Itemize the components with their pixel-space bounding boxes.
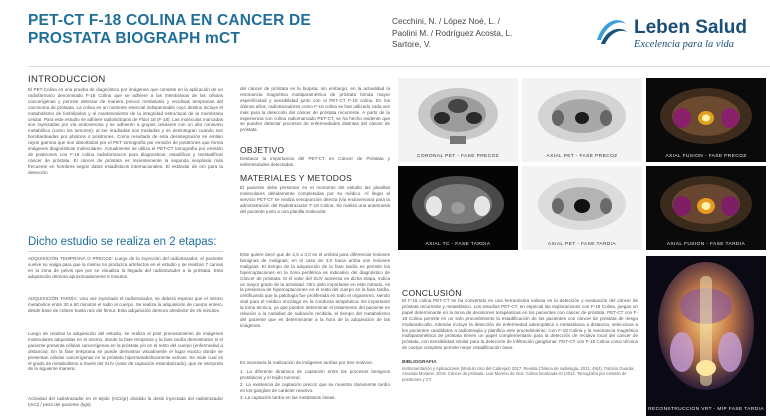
conclusion-heading: CONCLUSIÓN — [402, 288, 462, 298]
scan-label: AXIAL FUSION - FASE TARDIA — [666, 242, 746, 247]
authors-line: Cecchini, N. / López Noé, L. / — [392, 16, 500, 26]
authors-block — [392, 16, 562, 51]
scan-label: AXIAL PET - FASE TARDIA — [547, 242, 617, 247]
scan-label: AXIAL TC - FASE TARDIA — [425, 242, 491, 247]
bibliography — [402, 360, 638, 382]
logo-tagline: Excelencia para la vida — [634, 39, 735, 50]
objective-text: Destacar la importancia del PET-CT en Cáncer de Próstata y enfermedades detectadas. — [240, 156, 390, 167]
intro-heading: INTRODUCCION — [28, 74, 106, 85]
post-processing-text: Luego de realizar la adquisición del estudio, se realiza el post procesamiento de imágenes moleculares adquiridas en el mismo, donde la fase temprana y la fase tardía demostrarán si el paciente presenta células cancerígenas en la próstata y/o en el resto del cuerpo (enfermedad a distancia). En la fase temprana se puede demostrar visualmente el lugar exacto donde se presentan células cancerígenas en la próstata hipermetabólicamente activas. Se mide cual es el grado de metabolismo a través del SUV (valor de captación estandarizado), que se interpreta de la siguiente manera: — [28, 331, 223, 372]
stages-heading: Dicho estudio se realiza en 2 etapas: — [28, 236, 217, 248]
poster-title: PET-CT F-18 COLINA EN CANCER DE PROSTATA BIOGRAPH mCT — [28, 12, 311, 47]
authors-line: Sartore, V. — [392, 39, 431, 49]
biopsy-text: del cáncer de próstata es la biopsia; sin embargo, en la actualidad la resonancia magnética multiparamétrica de próstata brinda mayor especificidad y sensibilidad junto con el PET-CT F-18 colina. En los últimos años, radiotrazadores como F-18 colina se han utilizado cada vez más para la detección del cáncer de próstata recurrente. A partir de la experiencia con colina radiomarcado PET-CT, se ha hecho evidente que se pueden detectar procesos de enfermedades distintas del cáncer de próstata. — [240, 86, 390, 133]
scan-axial-pet-early — [522, 78, 642, 162]
logo-name: Leben Salud — [634, 17, 747, 38]
poster-header — [0, 0, 770, 66]
logo-text — [634, 18, 747, 51]
stage-early-text: ADQUISICIÓN TEMPRANA O PRECOZ: Luego de la inyección del radiotrazador, el paciente vuelve su vejiga para que la misma no produzca artefactos en el estudio y se realizan 7 camas en la zona de pelvis que por se visualiza la llegada del radiotrazador a la próstata. Esta adquisición demora aproximadamente 5 minutos. — [28, 256, 223, 279]
suv-explanation-text: Este quiere decir que de 2,5 a 3,0 es el umbral para diferenciar lesiones benignas de malignas; en el caso de 3,0 hacia arriba son lesiones malignas. El tiempo de la adquisición de la fase tardía es permitir los hipercaptaciones en la zona periférica es indicativo del diagnóstico de Cáncer de próstata. Si el valor del SUV aumenta en dicha etapa, indica un mayor grado de la actividad. Otro dato importante en este método, es la presencia de hipercaptaciones en el resto del cuerpo en la fase tardía, certificando que la patología fue proliferada en todo el organismo, siendo vital para el médico oncólogo en la conducta terapéutica. Es importante la toma técnica, ya que pueden determinar el tratamiento del paciente en relación a la cantidad de radiación recibida, el tiempo del metabolismo del paciente que es determinante a la hora de la adquisición de las imágenes. — [240, 252, 390, 328]
bibliography-text: Instrumentación y Aplicaciones (Modulo Uno del Cabrejas) 2017. Revista Chilena de radiología. 2021; 48(4). Patricio Guarda, Amanda Moraine. 2019. Cáncer de próstata. Luis Moreno de Oca. Colina localizada-Sí (2014. Tomografía por emisión de positrones y CT. — [402, 365, 635, 382]
scan-label: AXIAL PET - FASE PRECOZ — [546, 154, 618, 159]
scan-label: AXIAL FUSION - FASE PRECOZ — [665, 154, 747, 159]
scan-axial-fusion-late — [646, 166, 766, 250]
methods-heading: MATERIALES Y METODOS — [240, 173, 353, 183]
methods-text: El paciente debe presentar en el momento del estudio las planillas moleculares debidamente completadas por su médico. Al llegar al servicio PET-CT se realiza venopunción directa (vía endovenosa) para la administración del Radiotrazador F-18 Colina. Se realiza una anamnesis del paciente junto a una planilla molecular. — [240, 185, 390, 214]
scan-label: RECONSTRUCCION VRT - MIP FASE TARDIA — [648, 407, 764, 412]
scan-coronal-pet-early — [398, 78, 518, 162]
late-images-intro: Es necesaria la realización de imágenes tardías por tres motivos: — [240, 360, 373, 365]
scan-vrt-mip-late — [646, 256, 766, 416]
objective-heading: OBJETIVO — [240, 145, 285, 155]
header-divider — [28, 66, 770, 67]
leben-wave-logo-icon — [593, 10, 629, 50]
intro-text: El PET-Colina es una prueba de diagnóstico por imágenes que consiste en la aplicación de un radiofármaco denominado F-18 Colina que se adhiere a las membranas de las células cancerígenas y permite detectar de manera precoz metástasis y recidivas tempranas del carcinoma de próstata. La colina es un nutriente esencial indispensable cuyo destino incluye el metabolismo de fosfolípidos y el mantenimiento de la integridad estructural de la membrana celular. Para este estudio se adhiere radioisótopos de Flúor 18 (F-18). Las moléculas marcadas son inyectadas por vía endovenosa y se adhieren a grupos celulares con un alto consumo metabólico (como los tumores); al ser irradiadas son trasladas y se desintegran cuando son bombardeadas por photons o positrones. Como resultado de esta desintegración se emiten rayos gamma que son absorbidos por el PET tomografía por emisión de positrones que forma imágenes diagnósticas moleculares. Actualmente se utiliza el PET-CT tomografía por emisión de positrones con F-18 colina radiofarmacos para diagnosticar, estadificar y reestadificar cáncer de próstata. El cáncer de próstata es recientemente la segunda neoplasia más frecuente en hombres según datos estadísticos internacionales. El estándar de oro para la detección — [28, 87, 223, 175]
suv-formula-text: Actividad del radiotrazador en el tejido (mCi/gr) dividido la dosis inyectada del radiotrazador (mCi) / peso del paciente (kgs). — [28, 396, 223, 407]
conclusion-text: El F-18 colina PET-CT se ha convertido en una herramienta valiosa en la detección y evaluación del cáncer de próstata recurrente y metastásico. Los estudios PET-CT, en especial las exploraciones con F-18 Colina, juegan un papel determinante en la toma de decisiones terapéuticas en los pacientes con cáncer de próstata. PET-CT con F-18 Colina permite en un solo procedimiento la estadificación de los pacientes con cáncer de próstata de riesgo moderado-alto. Además incluye la detección de enfermedad adenopática o metastásica a distancia, selecciona a los pacientes candidatos a radioterapia y planifica este procedimiento. Con F-18 Colina y la resonancia magnética multiparamétrica de próstata tienen un papel complementario para la detección de recidiva local del cáncer de próstata, con sensibilidad similar para la detección de infiltración ganglionar. PET-CT con F-18 Colina como técnica de cuerpo completo permite mejor estadificación ósea. — [402, 298, 638, 351]
bibliography-heading: BIBLIOGRAFIA — [402, 360, 437, 365]
authors-line: Paolini M. / Rodríguez Acosta, L. — [392, 27, 513, 38]
scan-axial-ct-late — [398, 166, 518, 250]
stages-underline — [28, 251, 223, 252]
stage-late-text: ADQUISICIÓN TARDÍA: Una vez inyectado el radiotrazador, se deberá esperar que el mismo metabolice entre 30 a 60 minutos el radio al cuerpo. Se realiza la adquisición de cuerpo entero, desde base de cráneo hasta raíz del fémur. Esta adquisición demora alrededor de 25 minutos. — [28, 296, 223, 313]
scan-label: CORONAL PET - FASE PRECOZ — [417, 154, 499, 159]
reason-item-2: 2. La existencia de captación precoz que se muestra claramente tardío en los ganglios de carácter reactivo. — [240, 382, 390, 393]
reason-item-3: 3. La captación tardía en las metástasis óseas. — [240, 395, 336, 400]
scan-axial-pet-late — [522, 166, 642, 250]
reason-item-1: 1. La diferente dinámica de captación entre los procesos benignos prostáticos y el tejido tumoral. — [240, 369, 390, 380]
scan-axial-fusion-early — [646, 78, 766, 162]
